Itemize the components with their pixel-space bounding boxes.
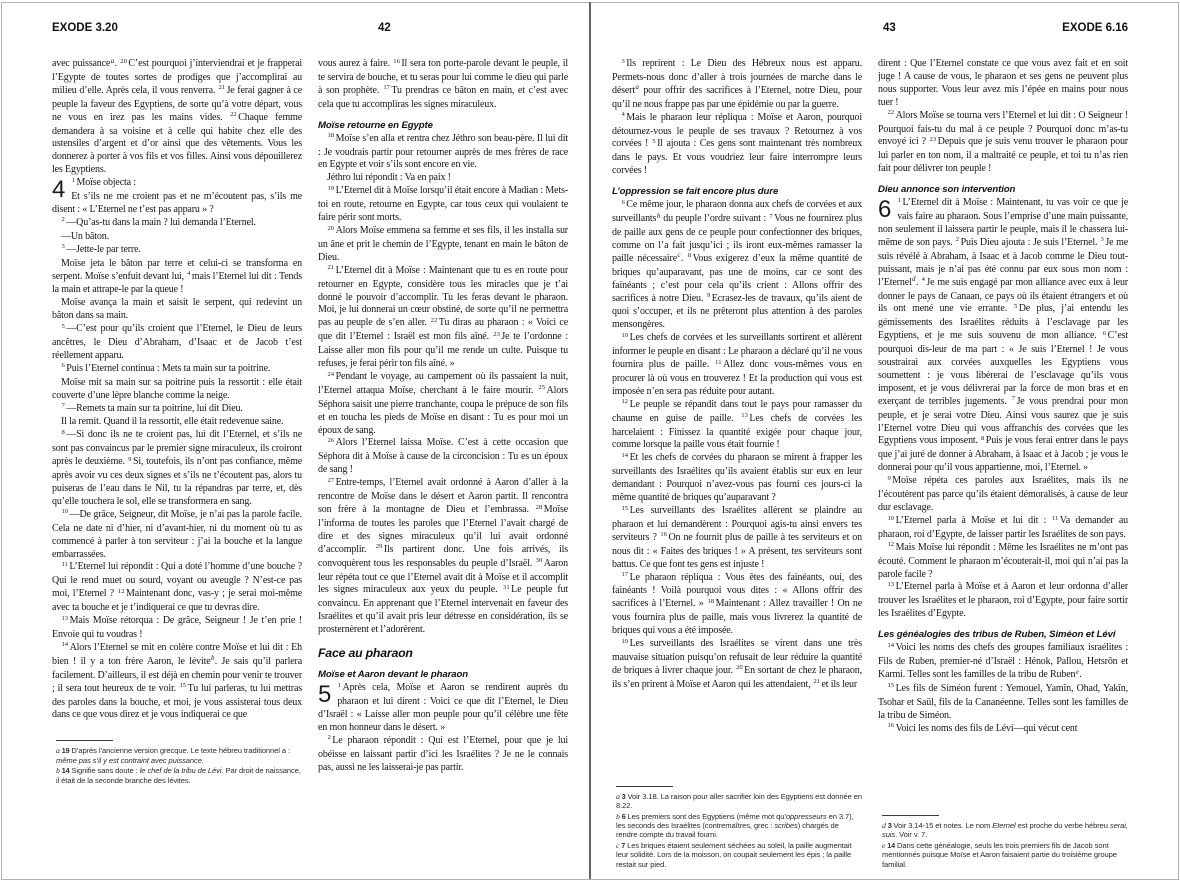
verse-number: 8 bbox=[687, 252, 692, 260]
verse-number: 1 bbox=[337, 681, 341, 689]
verse-number: 10 bbox=[621, 331, 629, 339]
text-columns-right-page bbox=[612, 58, 1128, 876]
verse-number: 21 bbox=[327, 264, 335, 272]
verse-paragraph: $^2$ —Qu’as-tu dans la main ? lui demanda l’Eternel. bbox=[61, 216, 256, 228]
verse-paragraph: $^{14}$ Alors l’Eternel se mit en colère contre Moïse et lui dit : Eh bien ! il y a ton frère Aaron, le lévite$^b$. Je sais qu’il parlera facilement. D’ailleurs, il est déjà en chemin pour venir te trouver ; il sera tout heureux de te voir. $^{15}$ Tu lui parleras, tu lui mettras des paroles dans la bouche, et moi, je vous assisterai tous deux dans ce que vous direz et je vous indiquerai ce que bbox=[52, 641, 302, 721]
footnotes-block bbox=[52, 732, 302, 792]
verse-paragraph: $^8$ —Si donc ils ne te croient pas, lui dit l’Eternel, et s’ils ne sont pas convaincus par le premier signe miraculeux, ils croiront après le deuxième. $^9$ Si, toutefois, ils n’ont pas confiance, même après avoir vu ces deux signes et s’ils ne t’écoutent pas, alors tu puiseras de l’eau dans le Nil, tu la répandras par terre, et, dès qu’elle touchera le sol, elle se transformera en sang. bbox=[52, 428, 302, 507]
verse-number: 1 bbox=[897, 196, 901, 204]
footnote-rule bbox=[616, 786, 673, 787]
verse-number: 29 bbox=[375, 543, 383, 551]
footnote-ref: b bbox=[656, 212, 661, 220]
verse-paragraph: $^5$ —C’est pour qu’ils croient que l’Eternel, le Dieu de leurs ancêtres, le Dieu d’Abraham, d’Isaac et de Jacob t’est réellement apparu. bbox=[52, 322, 302, 361]
footnote-verse-ref: 3 bbox=[619, 791, 628, 801]
verse-paragraph: $^4$ Mais le pharaon leur répliqua : Moïse et Aaron, pourquoi détournez-vous le peuple de ses travaux ? Retournez à vos corvées ! $^5$ Il ajouta : Ces gens sont maintenant très nombreux dans le pays. Et vous voudriez leur faire interrompre leurs corvées ! bbox=[612, 111, 862, 177]
verse-number: 6 bbox=[1102, 329, 1107, 337]
footnote: a 3 Voir 3.18. La raison pour aller sacrifier loin des Egyptiens est donnée en 8.22. bbox=[616, 791, 862, 811]
verse-number: 15 bbox=[179, 682, 187, 690]
verse-number: 28 bbox=[535, 503, 543, 511]
page-42 bbox=[0, 0, 590, 880]
footnote-letter: d bbox=[882, 820, 886, 830]
footnote-letter: a bbox=[56, 746, 60, 756]
verse-paragraph: Moïse jeta le bâton par terre et celui-ci se transforma en serpent. Moïse s’enfuit devant lui, $^4$ mais l’Eternel lui dit : Tends la main et attrape-le par la queue ! bbox=[52, 257, 302, 296]
verse-paragraph: $^{15}$ Les surveillants des Israélites allèrent se plaindre au pharaon et lui demandèrent : Pourquoi agis-tu ainsi envers tes serviteurs ? $^{16}$ On ne fournit plus de paille à tes serviteurs et on nous dit : « Faites des briques ! » A présent, tes serviteurs sont battus. Ce que font tes gens est injuste ! bbox=[612, 504, 862, 570]
verse-number: 6 bbox=[61, 362, 65, 370]
verse-number: 14 bbox=[621, 451, 629, 459]
footnote-ref: a bbox=[635, 84, 639, 92]
footnote-letter: a bbox=[616, 791, 620, 801]
verse-paragraph: $^6$ Puis l’Eternel continua : Mets ta main sur ta poitrine. bbox=[61, 362, 271, 374]
footnote: c 7 Les briques étaient seulement séchées au soleil, la paille augmentait leur solidité. Lors de la moisson, on coupait seulement les épis ; la paille restait sur pied. bbox=[616, 840, 852, 869]
verse-number: 9 bbox=[128, 455, 132, 463]
verse-paragraph: $^{26}$ Alors l’Eternel laissa Moïse. C’est à cette occasion que Séphora dit à Moïse à cause de la circoncision : Tu es un époux de sang ! bbox=[318, 437, 568, 476]
verse-number: 22 bbox=[430, 316, 438, 324]
verse-number: 11 bbox=[1051, 514, 1059, 522]
footnote-ref: b bbox=[211, 655, 215, 663]
footnote-ref: c bbox=[677, 252, 681, 260]
verse-paragraph: $^{18}$ Moïse s’en alla et rentra chez Jéthro son beau-père. Il lui dit : Je voudrais partir pour retourner auprès de mes frères de race en Egypte et voir s’ils sont encore en vie. bbox=[318, 132, 568, 171]
verse-paragraph: $^{16}$ Voici les noms des fils de Lévi—qui vécut cent bbox=[887, 722, 1078, 734]
footnote: a 19 D’après l’ancienne version grecque. Le texte hébreu traditionnel a : même pas s’il y est contraint avec puissance. bbox=[56, 746, 291, 765]
text-columns-left-page bbox=[52, 58, 568, 876]
running-head-right: EXODE 6.16 bbox=[1062, 22, 1128, 34]
verse-paragraph: $^{14}$ Voici les noms des chefs des groupes familiaux israélites : Fils de Ruben, premier-né d’Israël : Hénok, Pallou, Hetsrôn et Karmi. Telles sont les familles de la tribu de Ruben$^e$. bbox=[878, 641, 1128, 680]
verse-number: 31 bbox=[503, 584, 510, 592]
verse-number: 18 bbox=[327, 132, 335, 140]
verse-number: 7 bbox=[1011, 395, 1016, 403]
running-head-left: EXODE 3.20 bbox=[52, 22, 118, 34]
footnote: d 3 Voir 3.14-15 et notes. Le nom Eternel est proche du verbe hébreu serai, suis. Voir v. 7. bbox=[882, 820, 1128, 840]
italic-text: le chef de la tribu de Lévi. bbox=[139, 766, 224, 776]
verse-number: 11 bbox=[715, 358, 722, 366]
footnote-verse-ref: 7 bbox=[619, 840, 628, 850]
verse-number: 18 bbox=[707, 597, 715, 605]
verse-number: 12 bbox=[887, 541, 895, 549]
footnote-ref: d bbox=[912, 276, 916, 284]
section-heading: Moïse retourne en Egypte bbox=[318, 119, 433, 131]
verse-number: 15 bbox=[887, 682, 895, 690]
verse-number: 26 bbox=[327, 437, 335, 445]
verse-number: 8 bbox=[61, 428, 65, 436]
verse-paragraph: dirent : Que l’Eternel constate ce que vous avez fait et en soit juge ! A cause de vous, le pharaon et ses gens ne peuvent plus nous supporter. Vous leur avez mis l’épée en mains pour nous tuer ! bbox=[878, 58, 1128, 108]
verse-paragraph: $^{12}$ Le peuple se répandit dans tout le pays pour ramasser du chaume en guise de paille. $^{13}$ Les chefs de corvées les harcelaient : Finissez la quantité exigée pour chaque jour, comme lorsque la paille vous était fournie ! bbox=[612, 398, 862, 451]
verse-number: 4 bbox=[187, 270, 191, 278]
verse-paragraph: $^{10}$ Les chefs de corvées et les surveillants sortirent et allèrent informer le peuple en disant : Le pharaon a déclaré qu’il ne vous fournira plus de paille. $^{11}$ Allez donc vous-mêmes vous en procurer là où vous en trouverez ! Et la production qui vous est imposée n’en sera pas réduite pour autant. bbox=[612, 331, 862, 397]
verse-number: 5 bbox=[61, 322, 65, 330]
verse-paragraph: $^3$ Ils reprirent : Le Dieu des Hébreux nous est apparu. Permets-nous donc d’aller à trois journées de marche dans le désert$^a$ pour offrir des sacrifices à l’Eternel, notre Dieu, pour qu’il ne nous frappe pas par une épidémie ou par la guerre. bbox=[612, 58, 862, 110]
verse-number: 3 bbox=[621, 58, 625, 65]
footnote: b 14 Signifie sans doute : le chef de la tribu de Lévi. Par droit de naissance, il était de la seconde branche des lévites. bbox=[56, 766, 301, 785]
column-2 bbox=[318, 58, 568, 876]
verse-number: 23 bbox=[929, 136, 937, 144]
verse-number: 4 bbox=[621, 111, 625, 119]
verse-paragraph: $^{10}$ —De grâce, Seigneur, dit Moïse, je n’ai pas la parole facile. Cela ne date ni d’hier, ni d’avant-hier, ni du moment où tu as commencé à parler à ton serviteur : j’ai la bouche et la langue embarrassées. bbox=[52, 508, 302, 560]
verse-paragraph: $^{10}$ L’Eternel parla à Moïse et lui dit : $^{11}$ Va demander au pharaon, roi d’Egypte, de laisser partir les Israélites de son pays. bbox=[878, 514, 1128, 540]
footnote-ref: e bbox=[1075, 668, 1079, 676]
verse-paragraph: vous aurez à faire. $^{16}$ Il sera ton porte-parole devant le peuple, il te servira de bouche, et tu seras pour lui comme le dieu qui parle à son prophète. $^{17}$ Tu prendras ce bâton en main, et c’est avec cela que tu accompliras les signes miraculeux. bbox=[318, 58, 568, 110]
verse-paragraph: $^{20}$ Alors Moïse emmena sa femme et ses fils, il les installa sur un âne et prit le chemin de l’Egypte, tenant en main le bâton de Dieu. bbox=[318, 224, 568, 263]
footnote-verse-ref: 14 bbox=[59, 766, 72, 776]
verse-number: 2 bbox=[327, 734, 331, 742]
verse-number: 10 bbox=[887, 514, 895, 522]
column-3 bbox=[612, 58, 862, 876]
verse-number: 11 bbox=[61, 561, 68, 569]
footnote-verse-ref: 3 bbox=[885, 820, 894, 830]
section-heading: Face au pharaon bbox=[318, 646, 413, 661]
verse-paragraph: —Un bâton. bbox=[61, 230, 109, 242]
verse-paragraph: Il la remit. Quand il la ressortit, elle était redevenue saine. bbox=[61, 416, 284, 428]
verse-number: 7 bbox=[769, 212, 773, 220]
verse-number: 13 bbox=[887, 581, 895, 589]
verse-number: 4 bbox=[921, 276, 925, 284]
verse-number: 7 bbox=[61, 402, 65, 410]
verse-paragraph: $^{11}$ L’Eternel lui répondit : Qui a doté l’homme d’une bouche ? Qui le rend muet ou sourd, voyant ou aveugle ? N’est-ce pas moi, l’Eternel ? $^{12}$ Maintenant donc, vas-y ; je serai moi-même avec ta bouche et je t’indiquerai ce que tu devras dire. bbox=[52, 561, 302, 614]
page-number-right: 43 bbox=[883, 22, 896, 34]
verse-paragraph: Moïse mit sa main sur sa poitrine puis la ressortit : elle était couverte d’une lèpre blanche comme la neige. bbox=[52, 376, 302, 401]
italic-text: serai, suis bbox=[882, 820, 1128, 840]
verse-number: 19 bbox=[621, 637, 629, 645]
verse-number: 12 bbox=[117, 587, 125, 595]
footnote: b 6 Les premiers sont des Egyptiens (même mot qu’oppresseurs en 3.7), les seconds des Israélites (contremaîtres, grec : scribes) chargés de rendre compte du travail fourni. bbox=[616, 811, 854, 840]
verse-number: 6 bbox=[621, 198, 625, 206]
verse-paragraph: $^6$ Ce même jour, le pharaon donna aux chefs de corvées et aux surveillants$^b$ du peuple l’ordre suivant : $^7$ Vous ne fournirez plus de paille aux gens de ce peuple pour confectionner des briques, comme on l’a fait jusqu’ici ; ils iront eux-mêmes ramasser la paille nécessaire$^c$. $^8$ Vous exigerez d’eux la même quantité de briques qu’auparavant, pas une de moins, car ce sont des fainéants ; c’est pour cela qu’ils crient : Allons offrir des sacrifices à notre Dieu. $^9$ Ecrasez-les de travaux, qu’ils aient de quoi s’occuper, et ils ne prêteront plus attention à des paroles mensongères. bbox=[612, 198, 862, 331]
verse-paragraph: $^9$ Moïse répéta ces paroles aux Israélites, mais ils ne l’écoutèrent pas parce qu’ils étaient démoralisés, à cause de leur dur esclavage. bbox=[878, 474, 1128, 513]
verse-paragraph: $^{12}$ Mais Moïse lui répondit : Même les Israélites ne m’ont pas écouté. Comment le pharaon m’écouterait-il, moi qui n’ai pas la parole facile ? bbox=[878, 541, 1128, 580]
footnote-verse-ref: 6 bbox=[619, 811, 628, 821]
footnote: e 14 Dans cette généalogie, seuls les trois premiers fils de Jacob sont mentionnés puisque Moïse et Aaron faisaient partie du troisième groupe familial. bbox=[882, 840, 1117, 869]
verse-number: 9 bbox=[707, 292, 711, 300]
column-4 bbox=[878, 58, 1128, 876]
footnote-verse-ref: 14 bbox=[885, 840, 897, 850]
verse-paragraph: Jéthro lui répondit : Va en paix ! bbox=[327, 172, 451, 184]
italic-text: oppresseurs bbox=[785, 811, 827, 821]
verse-number: 25 bbox=[538, 384, 546, 392]
footnotes-block bbox=[878, 807, 1128, 876]
page-43 bbox=[590, 0, 1180, 880]
verse-number: 2 bbox=[61, 216, 65, 224]
verse-number: 21 bbox=[813, 678, 820, 686]
section-heading: Les généalogies des tribus de Ruben, Siméon et Lévi bbox=[878, 629, 1116, 641]
section-heading: Dieu annonce son intervention bbox=[878, 184, 1016, 196]
verse-number: 8 bbox=[980, 435, 985, 443]
verse-number: 27 bbox=[327, 476, 335, 484]
italic-text: Eternel bbox=[992, 820, 1016, 830]
verse-number: 22 bbox=[230, 111, 237, 119]
verse-paragraph: $^3$ —Jette-le par terre. bbox=[61, 243, 141, 255]
footnote-letter: c bbox=[616, 840, 620, 850]
verse-number: 5 bbox=[652, 138, 656, 146]
footnote-ref: a bbox=[110, 58, 114, 65]
verse-number: 2 bbox=[955, 236, 960, 244]
footnote-rule bbox=[882, 815, 939, 816]
verse-paragraph: $^{24}$ Pendant le voyage, au campement où ils passaient la nuit, l’Eternel attaqua Moïse, cherchant à le faire mourir. $^{25}$ Alors Séphora saisit une pierre tranchante, coupa le prépuce de son fils et en toucha les pieds de Moïse en disant : Tu es pour moi un époux de sang. bbox=[318, 370, 568, 436]
italic-text: scribes bbox=[774, 820, 798, 830]
section-heading: L’oppression se fait encore plus dure bbox=[612, 186, 779, 198]
verse-number: 16 bbox=[887, 722, 895, 730]
page-number-left: 42 bbox=[378, 22, 391, 34]
footnote-verse-ref: 19 bbox=[59, 746, 72, 756]
verse-paragraph: $^7$ —Remets ta main sur ta poitrine, lui dit Dieu. bbox=[61, 402, 243, 414]
verse-paragraph: $^{14}$ Et les chefs de corvées du pharaon se mirent à frapper les surveillants des Israélites qu’ils avaient établis sur eux en leur demandant : Pourquoi n’avez-vous pas fourni ces jours-ci la même quantité de briques qu’auparavant ? bbox=[612, 451, 862, 504]
verse-number: 19 bbox=[327, 184, 335, 192]
verse-number: 13 bbox=[741, 412, 748, 420]
verse-number: 14 bbox=[887, 641, 895, 649]
chapter-number: 6 bbox=[878, 196, 892, 224]
verse-number: 17 bbox=[621, 571, 629, 579]
verse-paragraph: $^{13}$ Mais Moïse rétorqua : De grâce, Seigneur ! Je t’en prie ! Envoie qui tu voudras ! bbox=[52, 614, 302, 640]
verse-number: 16 bbox=[393, 58, 400, 65]
section-heading: Moïse et Aaron devant le pharaon bbox=[318, 669, 468, 681]
footnote-letter: e bbox=[882, 840, 886, 850]
verse-number: 1 bbox=[71, 176, 75, 184]
verse-paragraph: Moïse avança la main et saisit le serpent, qui redevint un bâton dans sa main. bbox=[52, 297, 302, 322]
verse-number: 13 bbox=[61, 614, 69, 622]
verse-number: 22 bbox=[887, 109, 895, 117]
verse-number: 10 bbox=[61, 508, 69, 516]
verse-number: 20 bbox=[120, 58, 127, 65]
column-1 bbox=[52, 58, 302, 876]
verse-paragraph: $^{22}$ Alors Moïse se tourna vers l’Eternel et lui dit : O Seigneur ! Pourquoi fais-tu du mal à ce peuple ? Pourquoi donc m’as-tu envoyé ici ? $^{23}$ Depuis que je suis venu trouver le pharaon pour lui parler en ton nom, il a maltraité ce peuple, et toi tu n’as rien fait pour délivrer ton peuple ! bbox=[878, 109, 1128, 175]
chapter-start-paragraph: 5 $^1$ Après cela, Moïse et Aaron se rendirent auprès du pharaon et lui dirent : Voici ce que dit l’Eternel, le Dieu d’Israël : « Laisse aller mon peuple pour qu’il célèbre une fête en mon honneur dans le désert. » bbox=[318, 681, 568, 733]
verse-paragraph: $^2$ Le pharaon répondit : Qui est l’Eternel, pour que je lui obéisse en laissant partir d’ici les Israélites ? Je ne le connais pas, aussi ne les laisserai-je pas partir. bbox=[318, 734, 568, 773]
verse-number: 5 bbox=[1013, 303, 1018, 311]
chapter-number: 4 bbox=[52, 176, 66, 204]
verse-paragraph: $^{19}$ Les surveillants des Israélites se virent dans une très mauvaise situation puisqu’on refusait de leur réduire la quantité de briques à livrer chaque jour. $^{20}$ En sortant de chez le pharaon, ils s’en prirent à Moïse et Aaron qui les attendaient, $^{21}$ et ils leur bbox=[612, 637, 862, 690]
verse-paragraph: avec puissance$^a$. $^{20}$ C’est pourquoi j’interviendrai et je frapperai l’Egypte de toutes sortes de prodiges que j’accomplirai au milieu d’elle. Après cela, il vous renverra. $^{21}$ Je ferai gagner à ce peuple la faveur des Egyptiens, de sorte qu’à votre départ, vous ne vous en irez pas les mains vides. $^{22}$ Chaque femme demandera à sa voisine et à celle qui habite chez elle des ustensiles d’argent et d’or ainsi que des vêtements. Vous les donnerez à porter à vos fils et vos filles. Ainsi vous dépouillerez les Egyptiens. bbox=[52, 58, 302, 176]
italic-text: même pas s’il y est contraint avec puissance. bbox=[56, 755, 204, 765]
verse-number: 14 bbox=[61, 641, 69, 649]
footnote-rule bbox=[56, 740, 113, 741]
verse-paragraph: $^{19}$ L’Eternel dit à Moïse lorsqu’il était encore à Madian : Mets-toi en route, retourne en Egypte, car tous ceux qui voulaient te faire périr sont morts. bbox=[318, 184, 568, 224]
verse-number: 12 bbox=[621, 398, 629, 406]
verse-number: 30 bbox=[535, 557, 543, 565]
verse-paragraph: $^{15}$ Les fils de Siméon furent : Yemouel, Yamîn, Ohad, Yakîn, Tsohar et Saül, fils de la Cananéenne. Telles sont les familles de la tribu de Siméon. bbox=[878, 682, 1128, 721]
chapter-start-paragraph: 4 $^1$ Moïse objecta : Et s’ils ne me croient pas et ne m’écoutent pas, s’ils me disent : « L’Eternel ne t’est pas apparu » ? bbox=[52, 176, 302, 215]
verse-number: 24 bbox=[327, 370, 335, 378]
verse-paragraph: $^{17}$ Le pharaon répliqua : Vous êtes des fainéants, oui, des fainéants ! Voilà pourquoi vous dites : « Allons offrir des sacrifices à l’Eternel. » $^{18}$ Maintenant : Allez travailler ! On ne vous fournira plus de paille, mais vous livrerez la quantité de briques qui vous a été imposée. bbox=[612, 571, 862, 637]
verse-paragraph: $^{21}$ L’Eternel dit à Moïse : Maintenant que tu es en route pour retourner en Egypte, considère tous les miracles que je t’ai donné le pouvoir d’accomplir. Tu les feras devant le pharaon. Moi, je lui donnerai un cœur obstiné, de sorte qu’il ne permettra pas au peuple de s’en aller. $^{22}$ Tu diras au pharaon : « Voici ce que dit l’Eternel : Israël est mon fils aîné. $^{23}$ Je te l’ordonne : Laisse aller mon fils pour qu’il me rende un culte. Puisque tu refuses, je ferai périr ton fils aîné. » bbox=[318, 264, 568, 370]
verse-number: 21 bbox=[218, 84, 226, 92]
chapter-number: 5 bbox=[318, 681, 332, 709]
chapter-start-paragraph: 6 $^1$ L’Eternel dit à Moïse : Maintenant, tu vas voir ce que je vais faire au pharaon. Sous l’emprise d’une main puissante, non seulement il laissera partir le peuple, mais il le chassera lui-même de son pays. $^2$ Puis Dieu ajouta : Je suis l’Eternel. $^3$ Je me suis révélé à Abraham, à Isaac et à Jacob comme le Dieu tout-puissant, mais je n’ai pas été connu par eux sous mon nom : l’Eternel$^d$. $^4$ Je me suis engagé par mon alliance avec eux à leur donner le pays de Canaan, ce pays où ils étaient étrangers et où ils ont mené une vie errante. $^5$ De plus, j’ai entendu les gémissements des Israélites réduits à l’esclavage par les Egyptiens, et je me suis souvenu de mon alliance. $^6$ C’est pourquoi dis-leur de ma part : « Je suis l’Eternel ! Je vous soustrairai aux corvées auxquelles les Egyptiens vous soumettent : je vous libérerai de l’esclavage qu’ils vous imposent, et je vous délivrerai par la force de mon bras et en exerçant de terribles jugements. $^7$ Je vous prendrai pour mon peuple, et je serai votre Dieu. Ainsi vous saurez que je suis l’Eternel votre Dieu qui vous affranchis des corvées que les Egyptiens vous imposent. $^8$ Puis je vous ferai entrer dans le pays que j’ai juré de donner à Abraham, à Isaac et à Jacob ; je vous le donnerai pour qu’il vous appartienne, moi, l’Eternel. » bbox=[878, 196, 1128, 474]
verse-number: 3 bbox=[61, 243, 65, 251]
verse-number: 17 bbox=[383, 84, 390, 92]
verse-number: 15 bbox=[621, 504, 629, 512]
footnote-letter: b bbox=[56, 766, 60, 776]
verse-paragraph: $^{27}$ Entre-temps, l’Eternel avait ordonné à Aaron d’aller à la rencontre de Moïse dans le désert et Aaron partit. Il rencontra son frère à la montagne de Dieu et l’embrassa. $^{28}$ Moïse l’informa de toutes les paroles que l’Eternel l’avait chargé de dire et des signes miraculeux qu’il lui avait ordonné d’accomplir. $^{29}$ Ils partirent donc. Une fois arrivés, ils convoquèrent tous les responsables du peuple d’Israël. $^{30}$ Aaron leur répéta tout ce que l’Eternel avait dit à Moïse et il accomplit les signes miraculeux aux yeux du peuple. $^{31}$ Le peuple fut convaincu. En apprenant que l’Eternel intervenait en faveur des Israélites et qu’il avait pris leur détresse en considération, ils se prosternèrent et l’adorèrent. bbox=[318, 476, 568, 636]
footnote-letter: b bbox=[616, 811, 620, 821]
verse-number: 16 bbox=[660, 531, 667, 539]
verse-number: 20 bbox=[736, 664, 743, 672]
verse-number: 9 bbox=[887, 474, 891, 482]
footnotes-block bbox=[612, 778, 862, 876]
verse-number: 3 bbox=[1100, 236, 1104, 244]
verse-number: 23 bbox=[493, 330, 500, 338]
verse-number: 20 bbox=[327, 224, 335, 232]
verse-paragraph: $^{13}$ L’Eternel parla à Moïse et à Aaron et leur ordonna d’aller trouver les Israélites et le pharaon, roi d’Egypte, pour faire sortir les Israélites d’Egypte. bbox=[878, 581, 1128, 620]
